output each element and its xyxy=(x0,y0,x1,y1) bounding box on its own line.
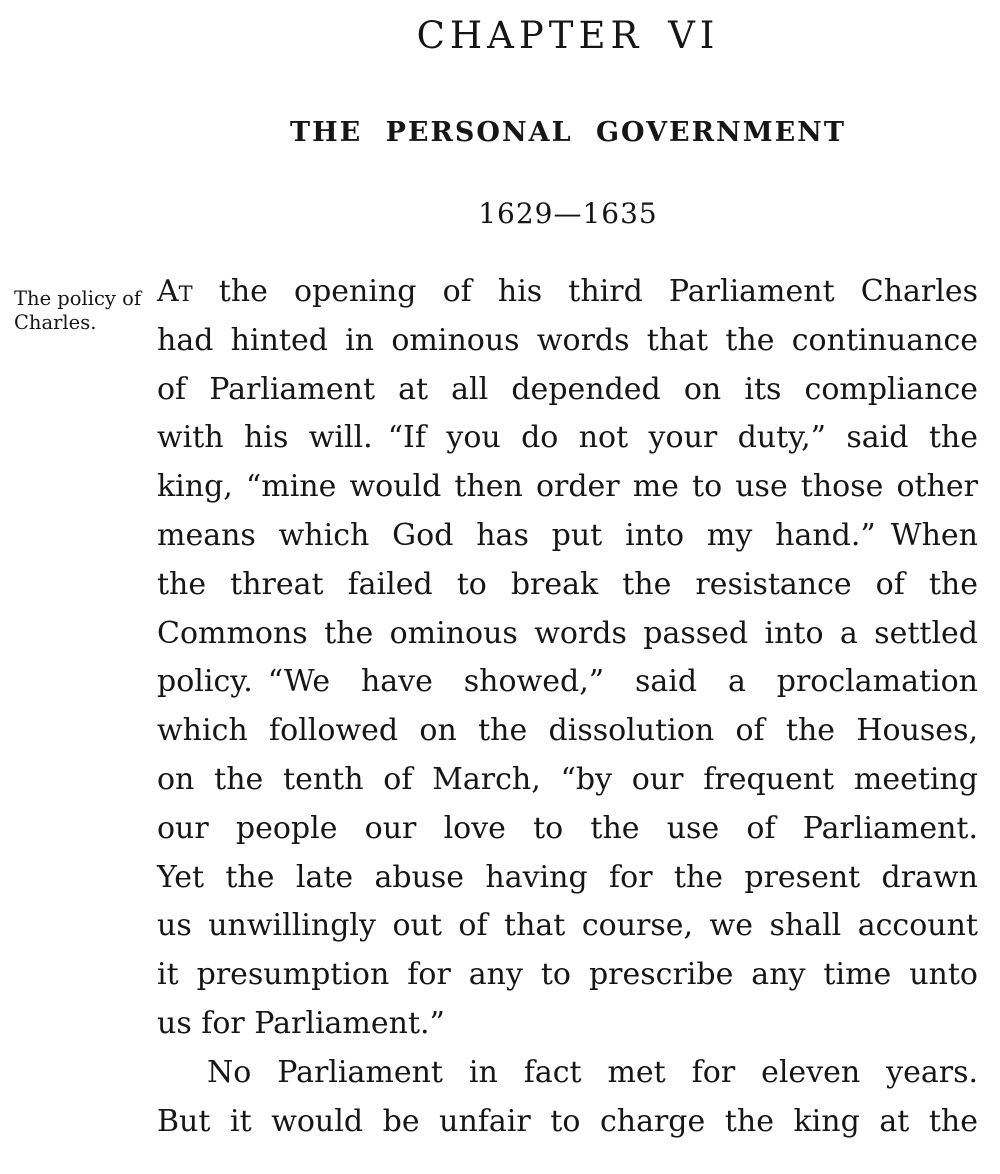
body-line: Commons the ominous words passed into a settled xyxy=(157,615,978,651)
chapter-heading: CHAPTER VI xyxy=(416,14,720,57)
body-text xyxy=(157,268,978,1146)
body-line: on the tenth of March, “by our frequent meeting xyxy=(157,761,978,797)
body-line: us for Parliament.” xyxy=(157,1005,445,1041)
lead-word: At xyxy=(157,274,193,309)
body-line: the threat failed to break the resistance of the xyxy=(157,566,978,602)
body-line-text: the opening of his third Parliament Charles xyxy=(192,274,978,309)
body-line: No Parliament in fact met for eleven years. xyxy=(207,1054,978,1090)
body-line: means which God has put into my hand.” When xyxy=(157,517,978,553)
body-line: which followed on the dissolution of the Houses, xyxy=(157,713,978,749)
body-line: it presumption for any to prescribe any time unto xyxy=(157,957,978,993)
body-line xyxy=(157,268,978,317)
body-line: had hinted in ominous words that the continuance xyxy=(157,322,978,358)
body-line: us unwillingly out of that course, we shall account xyxy=(157,908,978,944)
date-range: 1629—1635 xyxy=(478,197,658,230)
body-line: But it would be unfair to charge the king at the xyxy=(157,1103,978,1139)
body-line: policy. “We have showed,” said a proclamation xyxy=(157,664,978,700)
chapter-title: THE PERSONAL GOVERNMENT xyxy=(290,117,846,148)
body-line: our people our love to the use of Parliament. xyxy=(157,810,978,846)
body-line: king, “mine would then order me to use those other xyxy=(157,469,978,505)
body-line: with his will. “If you do not your duty,” said the xyxy=(157,420,978,456)
body-line: Yet the late abuse having for the present drawn xyxy=(157,859,978,895)
margin-note: The policy of Charles. xyxy=(14,287,142,334)
body-line: of Parliament at all depended on its compliance xyxy=(157,371,978,407)
